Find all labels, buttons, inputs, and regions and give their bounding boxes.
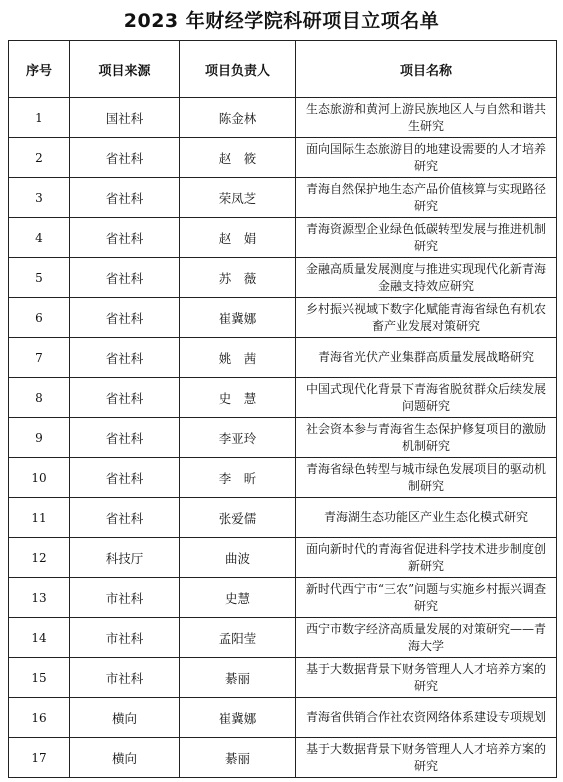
cell-source: 市社科	[70, 578, 180, 618]
cell-source: 科技厅	[70, 538, 180, 578]
cell-no: 16	[9, 698, 70, 738]
cell-project-name: 青海省光伏产业集群高质量发展战略研究	[296, 338, 557, 378]
table-row	[9, 98, 557, 138]
cell-project-name: 基于大数据背景下财务管理人人才培养方案的研究	[296, 658, 557, 698]
cell-leader: 苏 薇	[180, 258, 296, 298]
table-row	[9, 618, 557, 658]
cell-leader: 崔冀娜	[180, 698, 296, 738]
table-row	[9, 458, 557, 498]
table-header-row	[9, 41, 557, 98]
cell-no: 15	[9, 658, 70, 698]
table-row	[9, 578, 557, 618]
header-source: 项目来源	[70, 41, 180, 98]
table-row	[9, 498, 557, 538]
cell-source: 省社科	[70, 178, 180, 218]
table-row	[9, 138, 557, 178]
cell-source: 市社科	[70, 618, 180, 658]
table-row	[9, 658, 557, 698]
cell-no: 5	[9, 258, 70, 298]
cell-no: 10	[9, 458, 70, 498]
table-row	[9, 538, 557, 578]
cell-source: 省社科	[70, 458, 180, 498]
cell-leader: 崔冀娜	[180, 298, 296, 338]
cell-no: 13	[9, 578, 70, 618]
cell-project-name: 乡村振兴视域下数字化赋能青海省绿色有机农畜产业发展对策研究	[296, 298, 557, 338]
cell-project-name: 中国式现代化背景下青海省脱贫群众后续发展问题研究	[296, 378, 557, 418]
cell-project-name: 基于大数据背景下财务管理人人才培养方案的研究	[296, 738, 557, 778]
cell-project-name: 青海自然保护地生态产品价值核算与实现路径研究	[296, 178, 557, 218]
cell-source: 省社科	[70, 258, 180, 298]
cell-leader: 孟阳莹	[180, 618, 296, 658]
cell-source: 国社科	[70, 98, 180, 138]
cell-source: 横向	[70, 698, 180, 738]
cell-source: 省社科	[70, 498, 180, 538]
cell-leader: 李 昕	[180, 458, 296, 498]
cell-source: 省社科	[70, 338, 180, 378]
cell-no: 9	[9, 418, 70, 458]
cell-no: 6	[9, 298, 70, 338]
cell-source: 省社科	[70, 418, 180, 458]
cell-project-name: 面向新时代的青海省促进科学技术进步制度创新研究	[296, 538, 557, 578]
table-row	[9, 178, 557, 218]
cell-project-name: 青海湖生态功能区产业生态化模式研究	[296, 498, 557, 538]
header-no: 序号	[9, 41, 70, 98]
cell-project-name: 面向国际生态旅游目的地建设需要的人才培养研究	[296, 138, 557, 178]
cell-leader: 曲波	[180, 538, 296, 578]
cell-no: 14	[9, 618, 70, 658]
cell-project-name: 青海资源型企业绿色低碳转型发展与推进机制研究	[296, 218, 557, 258]
cell-project-name: 生态旅游和黄河上游民族地区人与自然和谐共生研究	[296, 98, 557, 138]
cell-source: 市社科	[70, 658, 180, 698]
cell-source: 横向	[70, 738, 180, 778]
cell-source: 省社科	[70, 378, 180, 418]
cell-source: 省社科	[70, 298, 180, 338]
cell-leader: 陈金林	[180, 98, 296, 138]
cell-project-name: 西宁市数字经济高质量发展的对策研究——青海大学	[296, 618, 557, 658]
page-title: 2023 年财经学院科研项目立项名单	[123, 10, 440, 32]
cell-no: 11	[9, 498, 70, 538]
cell-leader: 史慧	[180, 578, 296, 618]
table-row	[9, 298, 557, 338]
header-name: 项目名称	[296, 41, 557, 98]
cell-project-name: 青海省供销合作社农资网络体系建设专项规划	[296, 698, 557, 738]
cell-leader: 綦丽	[180, 658, 296, 698]
cell-no: 2	[9, 138, 70, 178]
cell-source: 省社科	[70, 138, 180, 178]
cell-project-name: 青海省绿色转型与城市绿色发展项目的驱动机制研究	[296, 458, 557, 498]
cell-project-name: 金融高质量发展测度与推进实现现代化新青海金融支持效应研究	[296, 258, 557, 298]
cell-no: 3	[9, 178, 70, 218]
cell-no: 7	[9, 338, 70, 378]
cell-no: 12	[9, 538, 70, 578]
cell-no: 17	[9, 738, 70, 778]
cell-no: 4	[9, 218, 70, 258]
cell-leader: 綦丽	[180, 738, 296, 778]
cell-leader: 姚 茜	[180, 338, 296, 378]
table-row	[9, 218, 557, 258]
table-row	[9, 338, 557, 378]
cell-source: 省社科	[70, 218, 180, 258]
cell-leader: 李亚玲	[180, 418, 296, 458]
cell-leader: 赵 娟	[180, 218, 296, 258]
table-row	[9, 378, 557, 418]
table-row	[9, 418, 557, 458]
project-table	[8, 40, 557, 778]
cell-project-name: 新时代西宁市“三农”问题与实施乡村振兴调查研究	[296, 578, 557, 618]
cell-leader: 赵 筱	[180, 138, 296, 178]
cell-leader: 张爱儒	[180, 498, 296, 538]
table-row	[9, 698, 557, 738]
header-leader: 项目负责人	[180, 41, 296, 98]
cell-project-name: 社会资本参与青海省生态保护修复项目的激励机制研究	[296, 418, 557, 458]
cell-leader: 史 慧	[180, 378, 296, 418]
table-row	[9, 258, 557, 298]
cell-no: 1	[9, 98, 70, 138]
table-body	[9, 98, 557, 778]
cell-leader: 荣凤芝	[180, 178, 296, 218]
cell-no: 8	[9, 378, 70, 418]
table-row	[9, 738, 557, 778]
